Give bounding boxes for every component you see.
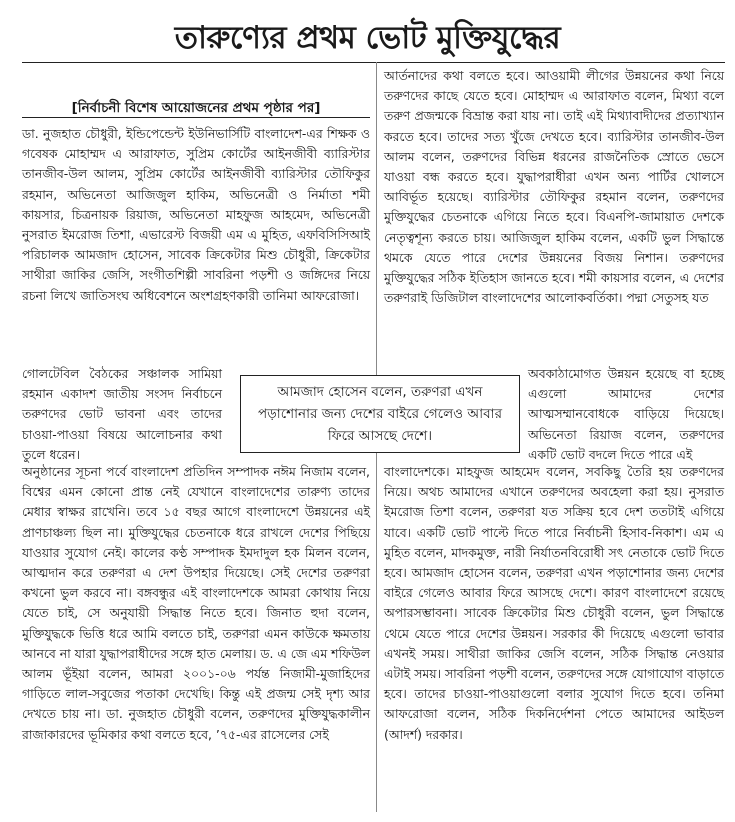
right-paragraph-3: বাংলাদেশকে। মাহফুজ আহমেদ বলেন, সবকিছু তৈরি হয় তরুণদের নিয়ে। অথচ আমাদের এখানে তরুণদের অবহেলা করা হয়। নুসরাত ইমরোজ তিশা বলেন, তরুণরা যত সক্রিয় হবে দেশ ততটাই এগিয়ে যাবে। একটি ভোট পাল্টে দিতে পারে নির্বাচনী হিসাব-নিকাশ। এম এ মুহিত বলেন, মাদকমুক্ত, নারী নির্যাতনবিরোধী সৎ নেতাকে ভোট দিতে হবে। আমজাদ হোসেন বলেন, তরুণরা এখন পড়াশোনার জন্য দেশের বাইরে গেলেও আবার ফিরে আসছে দেশে। কারণ বাংলাদেশে রয়েছে অপারসম্ভাবনা। সাবেক ক্রিকেটার মিশু চৌধুরী বলেন, ভুল সিদ্ধান্তে থেমে যেতে পারে দেশের উন্নয়ন। সরকার কী দিয়েছে এগুলো ভাবার এখনই সময়। সাথীরা জাকির জেসি বলেন, সঠিক সিদ্ধান্ত নেওয়ার এটাই সময়। সাবরিনা পড়শী বলেন, তরুণদের সঙ্গে যোগাযোগ বাড়াতে হবে। তাদের চাওয়া-পাওয়াগুলো বলার সুযোগ দিতে হবে। তনিমা আফরোজা বলেন, সঠিক দিকনির্দেশনা পেতে আমাদের আইডল (আদর্শ) দরকার।: [384, 464, 724, 742]
right-paragraph-1: আর্তনাদের কথা বলতে হবে। আওয়ামী লীগের উন্নয়নের কথা নিয়ে তরুণদের কাছে যেতে হবে। মোহাম্মদ এ আরাফাত বলেন, মিথ্যা বলে তরুণ প্রজন্মকে বিভ্রান্ত করা যায় না। তাই এই মিথ্যাবাদীদের প্রত্যাখ্যান করতে হবে। তাদের সত্য খুঁজে দেখতে হবে। ব্যারিস্টার তানজীব-উল আলম বলেন, তরুণদের বিভিন্ন ধরনের রাজনৈতিক স্রোতে ভেসে যাওয়া বন্ধ করতে হবে। যুদ্ধাপরাধীরা এখন অন্য পার্টির খোলসে আবির্ভূত হয়েছে। ব্যারিস্টার তৌফিকুর রহমান বলেন, তরুণদের মুক্তিযুদ্ধের চেতনাকে এগিয়ে নিতে হবে। বিএনপি-জামায়াত দেশকে নেতৃত্বশূন্য করতে চায়। আজিজুল হাকিম বলেন, একটি ভুল সিদ্ধান্তে থমকে যেতে পারে দেশের উন্নয়নের বিজয় নিশান। তরুণদের মুক্তিযুদ্ধের সঠিক ইতিহাস জানতে হবে। শমী কায়সার বলেন, এ দেশের তরুণরাই ডিজিটাল বাংলাদেশের আলোকবর্তিকা। পদ্মা সেতুসহ যত: [384, 68, 724, 306]
headline-rule: [22, 62, 725, 63]
continuation-kicker: [নির্বাচনী বিশেষ আয়োজনের প্রথম পৃষ্ঠার পর]: [71, 100, 321, 116]
headline: তারুণ্যের প্রথম ভোট মুক্তিযুদ্ধের: [174, 20, 561, 56]
right-paragraph-2: অবকাঠামোগত উন্নয়ন হয়েছে বা হচ্ছে এগুলো আমাদের দেশের আত্মসম্মানবোধকে বাড়িয়ে দিয়েছে। অভিনেতা রিয়াজ বলেন, তরুণদের একটি ভোট বদলে দিতে পারে এই: [528, 366, 724, 462]
left-paragraph-3: অনুষ্ঠানের সূচনা পর্বে বাংলাদেশ প্রতিদিন সম্পাদক নঈম নিজাম বলেন, বিশ্বের এমন কোনো প্রান্ত নেই যেখানে বাংলাদেশের তারুণ্য তাদের মেধার স্বাক্ষর রাখেনি। তবে ১৫ বছর আগে বাংলাদেশে উন্নয়নের এই প্রাণচাঞ্চল্য ছিল না। মুক্তিযুদ্ধের চেতনাকে ধরে রাখলে দেশের পিছিয়ে যাওয়ার সুযোগ নেই। কালের কণ্ঠ সম্পাদক ইমদাদুল হক মিলন বলেন, আত্মদান করে তরুণরা এ দেশ উপহার দিয়েছে। সেই দেশের তরুণরা কখনো ভুল করবে না। বঙ্গবন্ধুর এই বাংলাদেশকে আমরা কোথায় নিয়ে যেতে চাই, সে অনুযায়ী সিদ্ধান্ত নিতে হবে। জিনাত হুদা বলেন, মুক্তিযুদ্ধকে ভিত্তি ধরে আমি বলতে চাই, তরুণরা এমন কাউকে ক্ষমতায় আনবে না যারা যুদ্ধাপরাধীদের সঙ্গে হাত মেলায়। ড. এ জে এম শফিউল আলম ভূঁইয়া বলেন, আমরা ২০০১-০৬ পর্যন্ত নিজামী-মুজাহিদের গাড়িতে লাল-সবুজের পতাকা দেখেছি। কিন্তু এই প্রজন্ম সেই দৃশ্য আর দেখতে চায় না। ডা. নুজহাত চৌধুরী বলেন, তরুণদের মুক্তিযুদ্ধকালীন রাজাকারদের ভূমিকার কথা বলতে হবে, ’৭৫-এর রাসেলের সেই: [22, 464, 370, 742]
kicker-rule: [22, 117, 370, 118]
left-paragraph-1: ডা. নুজহাত চৌধুরী, ইন্ডিপেন্ডেন্ট ইউনিভার্সিটি বাংলাদেশ-এর শিক্ষক ও গবেষক মোহাম্মদ এ আরাফাত, সুপ্রিম কোর্টের আইনজীবী ব্যারিস্টার তানজীব-উল আলম, সুপ্রিম কোর্টের আইনজীবী ব্যারিস্টার তৌফিকুর রহমান, অভিনেতা আজিজুল হাকিম, অভিনেত্রী ও নির্মাতা শমী কায়সার, চিত্রনায়ক রিয়াজ, অভিনেতা মাহফুজ আহমেদ, অভিনেত্রী নুসরাত ইমরোজ তিশা, এভারেস্ট বিজয়ী এম এ মুহিত, এফবিসিসিআই পরিচালক আমজাদ হোসেন, সাবেক ক্রিকেটার মিশু চৌধুরী, ক্রিকেটার সাথীরা জাকির জেসি, সংগীতশিল্পী সাবরিনা পড়শী ও জঙ্গিদের নিয়ে রচনা লিখে জাতিসংঘ অধিবেশনে অংশগ্রহণকারী তানিমা আফরোজা।: [22, 126, 370, 303]
left-paragraph-2: গোলটেবিল বৈঠকের সঞ্চালক সামিয়া রহমান একাদশ জাতীয় সংসদ নির্বাচনে তরুণদের ভোট ভাবনা এবং তাদের চাওয়া-পাওয়া বিষয়ে আলোচনার কথা তুলে ধরেন।: [22, 366, 222, 462]
pull-quote: আমজাদ হোসেন বলেন, তরুণরা এখন পড়াশোনার জন্য দেশের বাইরে গেলেও আবার ফিরে আসছে দেশে।: [240, 375, 520, 453]
